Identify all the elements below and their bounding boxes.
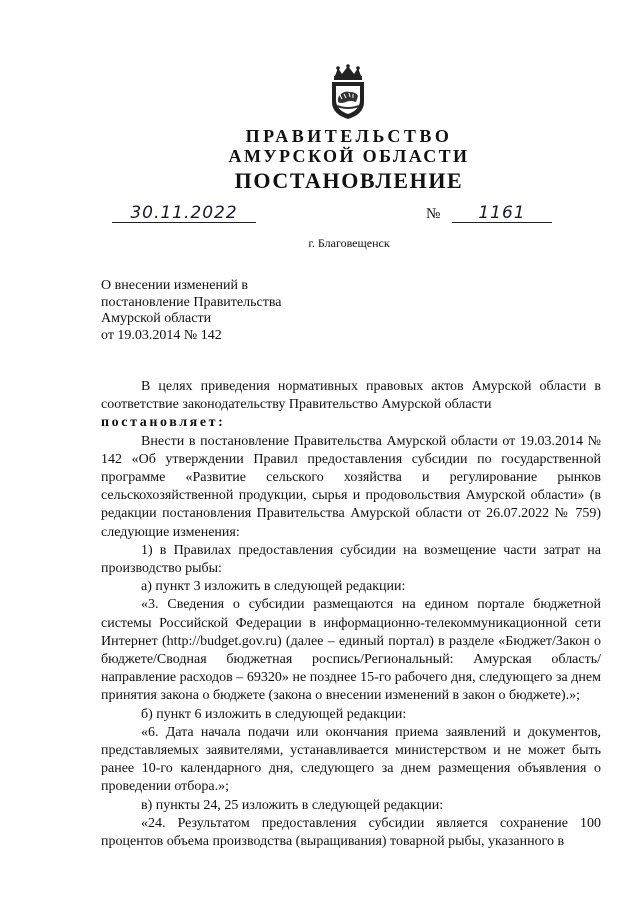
subject-line: Амурской области [101, 311, 212, 326]
preamble-paragraph: В целях приведения нормативных правовых актов Амурской области в соответствие законодательству Правительство Амурской области [101, 379, 601, 413]
org-name-line1: ПРАВИТЕЛЬСТВО [245, 126, 453, 146]
subject-line: О внесении изменений в [101, 278, 249, 293]
item-1a: а) пункт 3 изложить в следующей редакции: [141, 579, 406, 595]
item-1b: б) пункт 6 изложить в следующей редакции: [141, 706, 407, 722]
item-1a-text: «3. Сведения о субсидии размещаются на едином портале бюджетной системы Российской Федерации в информационно-телекоммуникационной сети Интернет (http://budget.gov.ru) (далее – единый портал) в разделе «Бюджет/Закон о бюджете/Сводная бюджетная роспись/Региональный: Амурская область/направление расходов – 69320» не позднее 15-го рабочего дня, следующего за днем принятия закона о бюджете (закона о внесении изменений в закон о бюджете).»; [101, 597, 601, 704]
number-label: № [426, 206, 441, 222]
item-1c: в) пункты 24, 25 изложить в следующей редакции: [141, 797, 444, 813]
document-body [101, 378, 601, 851]
document-number: 1161 [452, 204, 552, 223]
document-date: 30.11.2022 [112, 204, 256, 223]
document-subject [101, 278, 281, 344]
city-name: г. Благовещенск [308, 236, 390, 250]
subject-line: от 19.03.2014 № 142 [101, 327, 222, 343]
org-name-line2: АМУРСКОЙ ОБЛАСТИ [228, 146, 470, 166]
item-1b-text: «6. Дата начала подачи или окончания приема заявлений и документов, представляемых заявителями, устанавливается министерством и не может быть ранее 10-го календарного дня, следующего за днем размещения объявления о проведении отбора.»; [101, 724, 601, 795]
document-type-title: ПОСТАНОВЛЕНИЕ [234, 168, 464, 193]
item-1c-text: «24. Результатом предоставления субсидии является сохранение 100 процентов объема производства (выращивания) товарной рыбы, указанного в [101, 815, 601, 850]
decree-word: постановляет: [101, 415, 226, 431]
coat-of-arms-icon [326, 64, 370, 120]
subject-line: постановление Правительства [101, 294, 282, 310]
intro-paragraph: Внести в постановление Правительства Амурской области от 19.03.2014 № 142 «Об утверждении Правил предоставления субсидии по государственной программе «Развитие сельского хозяйства и регулирование рынков сельскохозяйственной продукции, сырья и продовольствия Амурской области» (в редакции постановления Правительства Амурской области от 26.07.2022 № 759) следующие изменения: [101, 433, 601, 540]
item-1: 1) в Правилах предоставления субсидии на возмещение части затрат на производство рыбы: [101, 542, 601, 577]
